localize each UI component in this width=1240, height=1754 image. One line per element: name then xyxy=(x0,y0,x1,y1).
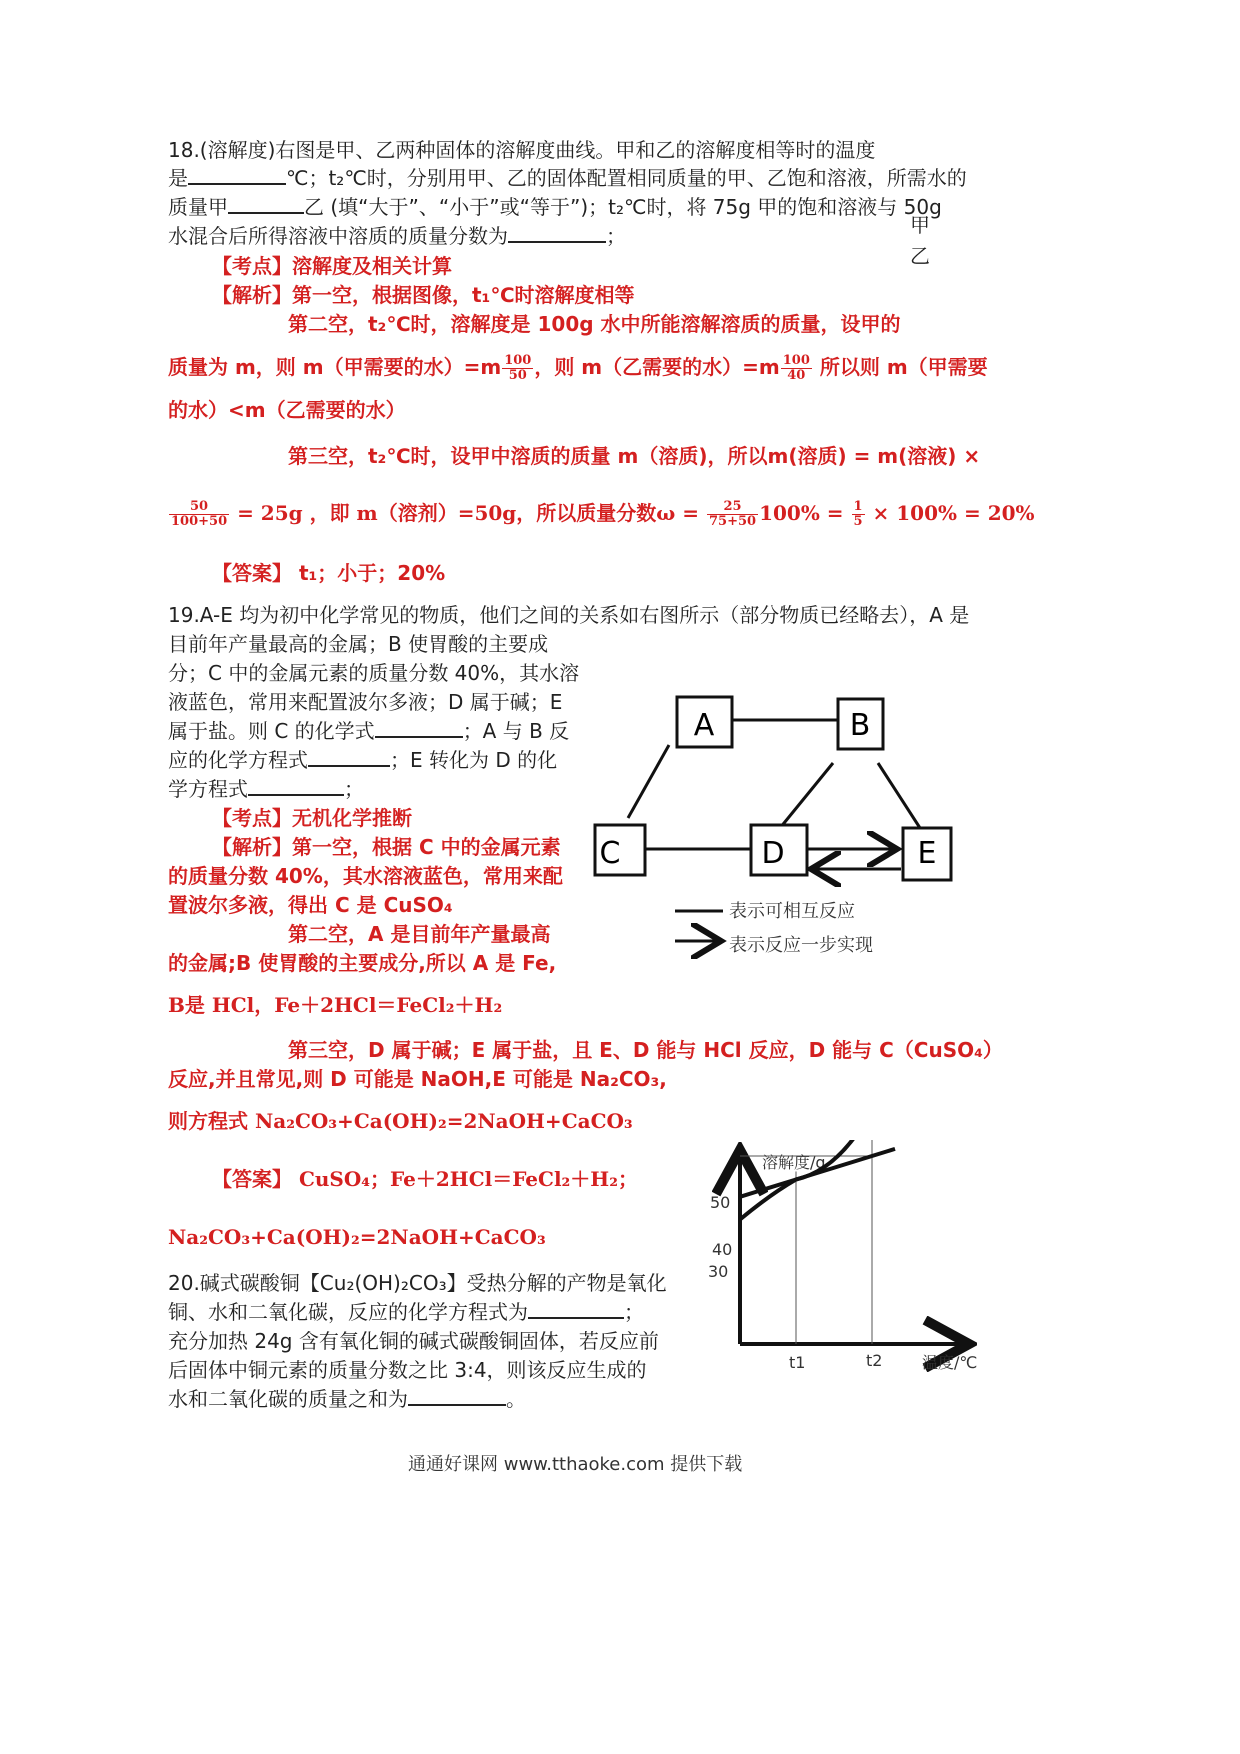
legend-arrow-text: 表示反应一步实现 xyxy=(729,935,873,956)
q18-line-2: 是 ℃；t₂℃时，分别用甲、乙的固体配置相同质量的甲、乙饱和溶液，所需水的 xyxy=(168,166,967,190)
relation-diagram xyxy=(585,685,975,965)
q19-kaodian: 【考点】无机化学推断 xyxy=(212,806,412,830)
q19-line-6: 应的化学方程式 ；E 转化为 D 的化 xyxy=(168,748,558,772)
q19-answer-1: 【答案】 CuSO₄；Fe＋2HCl＝FeCl₂＋H₂； xyxy=(212,1167,638,1191)
q20-line-4: 后固体中铜元素的质量分数之比 3:4，则该反应生成的 xyxy=(168,1358,647,1382)
q18-third-1: 第三空，t₂℃时，设甲中溶质的质量 m（溶质)，所以m(溶质) = m(溶液) × xyxy=(288,444,981,468)
edge-a-c xyxy=(628,745,669,818)
edge-b-d xyxy=(780,763,833,828)
q18-water-compare: 的水）<m（乙需要的水） xyxy=(168,398,406,422)
q20-blank-2[interactable] xyxy=(408,1386,506,1406)
q19-jiexi-4: 第二空，A 是目前年产量最高 xyxy=(288,922,551,946)
node-a-label: A xyxy=(693,708,715,743)
q19-jiexi-8: 反应,并且常见,则 D 可能是 NaOH,E 可能是 Na₂CO₃, xyxy=(168,1067,667,1091)
y-tick-40: 40 xyxy=(712,1240,733,1259)
x-tick-t1: t1 xyxy=(789,1353,806,1372)
q20-line-3: 充分加热 24g 含有氧化铜的碱式碳酸铜固体，若反应前 xyxy=(168,1329,659,1353)
q19-answer-2: Na₂CO₃+Ca(OH)₂=2NaOH+CaCO₃ xyxy=(168,1225,546,1249)
solubility-chart xyxy=(700,1140,990,1380)
q19-jiexi-1: 【解析】第一空，根据 C 中的金属元素 xyxy=(212,835,561,859)
q20-line-1: 20.碱式碳酸铜【Cu₂(OH)₂CO₃】受热分解的产物是氧化 xyxy=(168,1271,667,1295)
legend-yi: 乙 xyxy=(910,244,930,268)
y-tick-50: 50 xyxy=(710,1193,731,1212)
q19-blank-1[interactable] xyxy=(375,718,463,738)
q19-line-4: 液蓝色，常用来配置波尔多液；D 属于碱；E xyxy=(168,690,563,714)
q18-kaodian: 【考点】溶解度及相关计算 xyxy=(212,254,452,278)
q19-jiexi-7: 第三空，D 属于碱；E 属于盐，且 E、D 能与 HCl 反应，D 能与 C（CuSO₄） xyxy=(288,1038,1003,1062)
q19-jiexi-5: 的金属;B 使胃酸的主要成分,所以 A 是 Fe, xyxy=(168,951,557,975)
q18-line-4: 水混合后所得溶液中溶质的质量分数为 ； xyxy=(168,224,626,248)
q19-jiexi-3: 置波尔多液，得出 C 是 CuSO₄ xyxy=(168,893,453,917)
q19-blank-2[interactable] xyxy=(308,747,390,767)
q18-water-line: 质量为 m，则 m（甲需要的水）=m $\frac{100}{50}$ ，则 m（乙需要的水）=m $\frac{100}{40}$ 所以则 m（甲需要 xyxy=(168,353,988,383)
q20-line-2: 铜、水和二氧化碳，反应的化学方程式为 ； xyxy=(168,1300,644,1324)
node-e-label: E xyxy=(917,836,937,871)
q20-blank-1[interactable] xyxy=(528,1299,624,1319)
q19-jiexi-6: B是 HCl，Fe＋2HCl＝FeCl₂＋H₂ xyxy=(168,993,503,1017)
q19-line-3: 分；C 中的金属元素的质量分数 40%，其水溶 xyxy=(168,661,580,685)
x-tick-t2: t2 xyxy=(866,1351,883,1370)
node-b-label: B xyxy=(849,708,871,743)
q19-blank-3[interactable] xyxy=(248,776,344,796)
q18-jiexi-2: 第二空，t₂℃时，溶解度是 100g 水中所能溶解溶质的质量，设甲的 xyxy=(288,312,901,336)
q18-line-1: 18.(溶解度)右图是甲、乙两种固体的溶解度曲线。甲和乙的溶解度相等时的温度 xyxy=(168,138,876,162)
y-tick-30: 30 xyxy=(708,1262,729,1281)
q19-jiexi-9: 则方程式 Na₂CO₃+Ca(OH)₂=2NaOH+CaCO₃ xyxy=(168,1109,633,1133)
legend-jia: 甲 xyxy=(910,213,930,237)
q18-answer: 【答案】 t₁；小于；20% xyxy=(212,561,446,585)
q18-blank-1[interactable] xyxy=(188,165,286,185)
x-axis-label: 温度/℃ xyxy=(922,1353,978,1372)
q18-jiexi-1: 【解析】第一空，根据图像，t₁℃时溶解度相等 xyxy=(212,283,635,307)
q19-line-7: 学方程式 ； xyxy=(168,777,364,801)
y-axis-label: 溶解度/g xyxy=(762,1153,826,1172)
q18-blank-2[interactable] xyxy=(228,194,304,214)
node-d-label: D xyxy=(761,836,785,871)
legend-line-text: 表示可相互反应 xyxy=(729,901,855,922)
q18-third-2: $\frac{50}{100+50}$ = 25g ，即 m（溶剂）=50g，所以质量分数ω = $\frac{25}{75+50}$ 100% = $\frac{1}{5}$ × 100% = 20% xyxy=(171,499,1035,529)
q19-line-2: 目前年产量最高的金属；B 使胃酸的主要成 xyxy=(168,632,549,656)
q18-blank-3[interactable] xyxy=(508,223,606,243)
q20-line-5: 水和二氧化碳的质量之和为 。 xyxy=(168,1387,526,1411)
page-footer: 通通好课网 www.tthaoke.com 提供下载 xyxy=(408,1454,743,1475)
q18-line-3: 质量甲 乙 (填“大于”、“小于”或“等于”)；t₂℃时，将 75g 甲的饱和溶液与 50g xyxy=(168,195,942,219)
edge-b-e xyxy=(878,763,920,828)
q19-jiexi-2: 的质量分数 40%，其水溶液蓝色，常用来配 xyxy=(168,864,563,888)
node-c-label: C xyxy=(599,836,621,871)
q19-line-5: 属于盐。则 C 的化学式 ；A 与 B 反 xyxy=(168,719,570,743)
q19-line-1: 19.A-E 均为初中化学常见的物质，他们之间的关系如右图所示（部分物质已经略去），A 是 xyxy=(168,603,970,627)
